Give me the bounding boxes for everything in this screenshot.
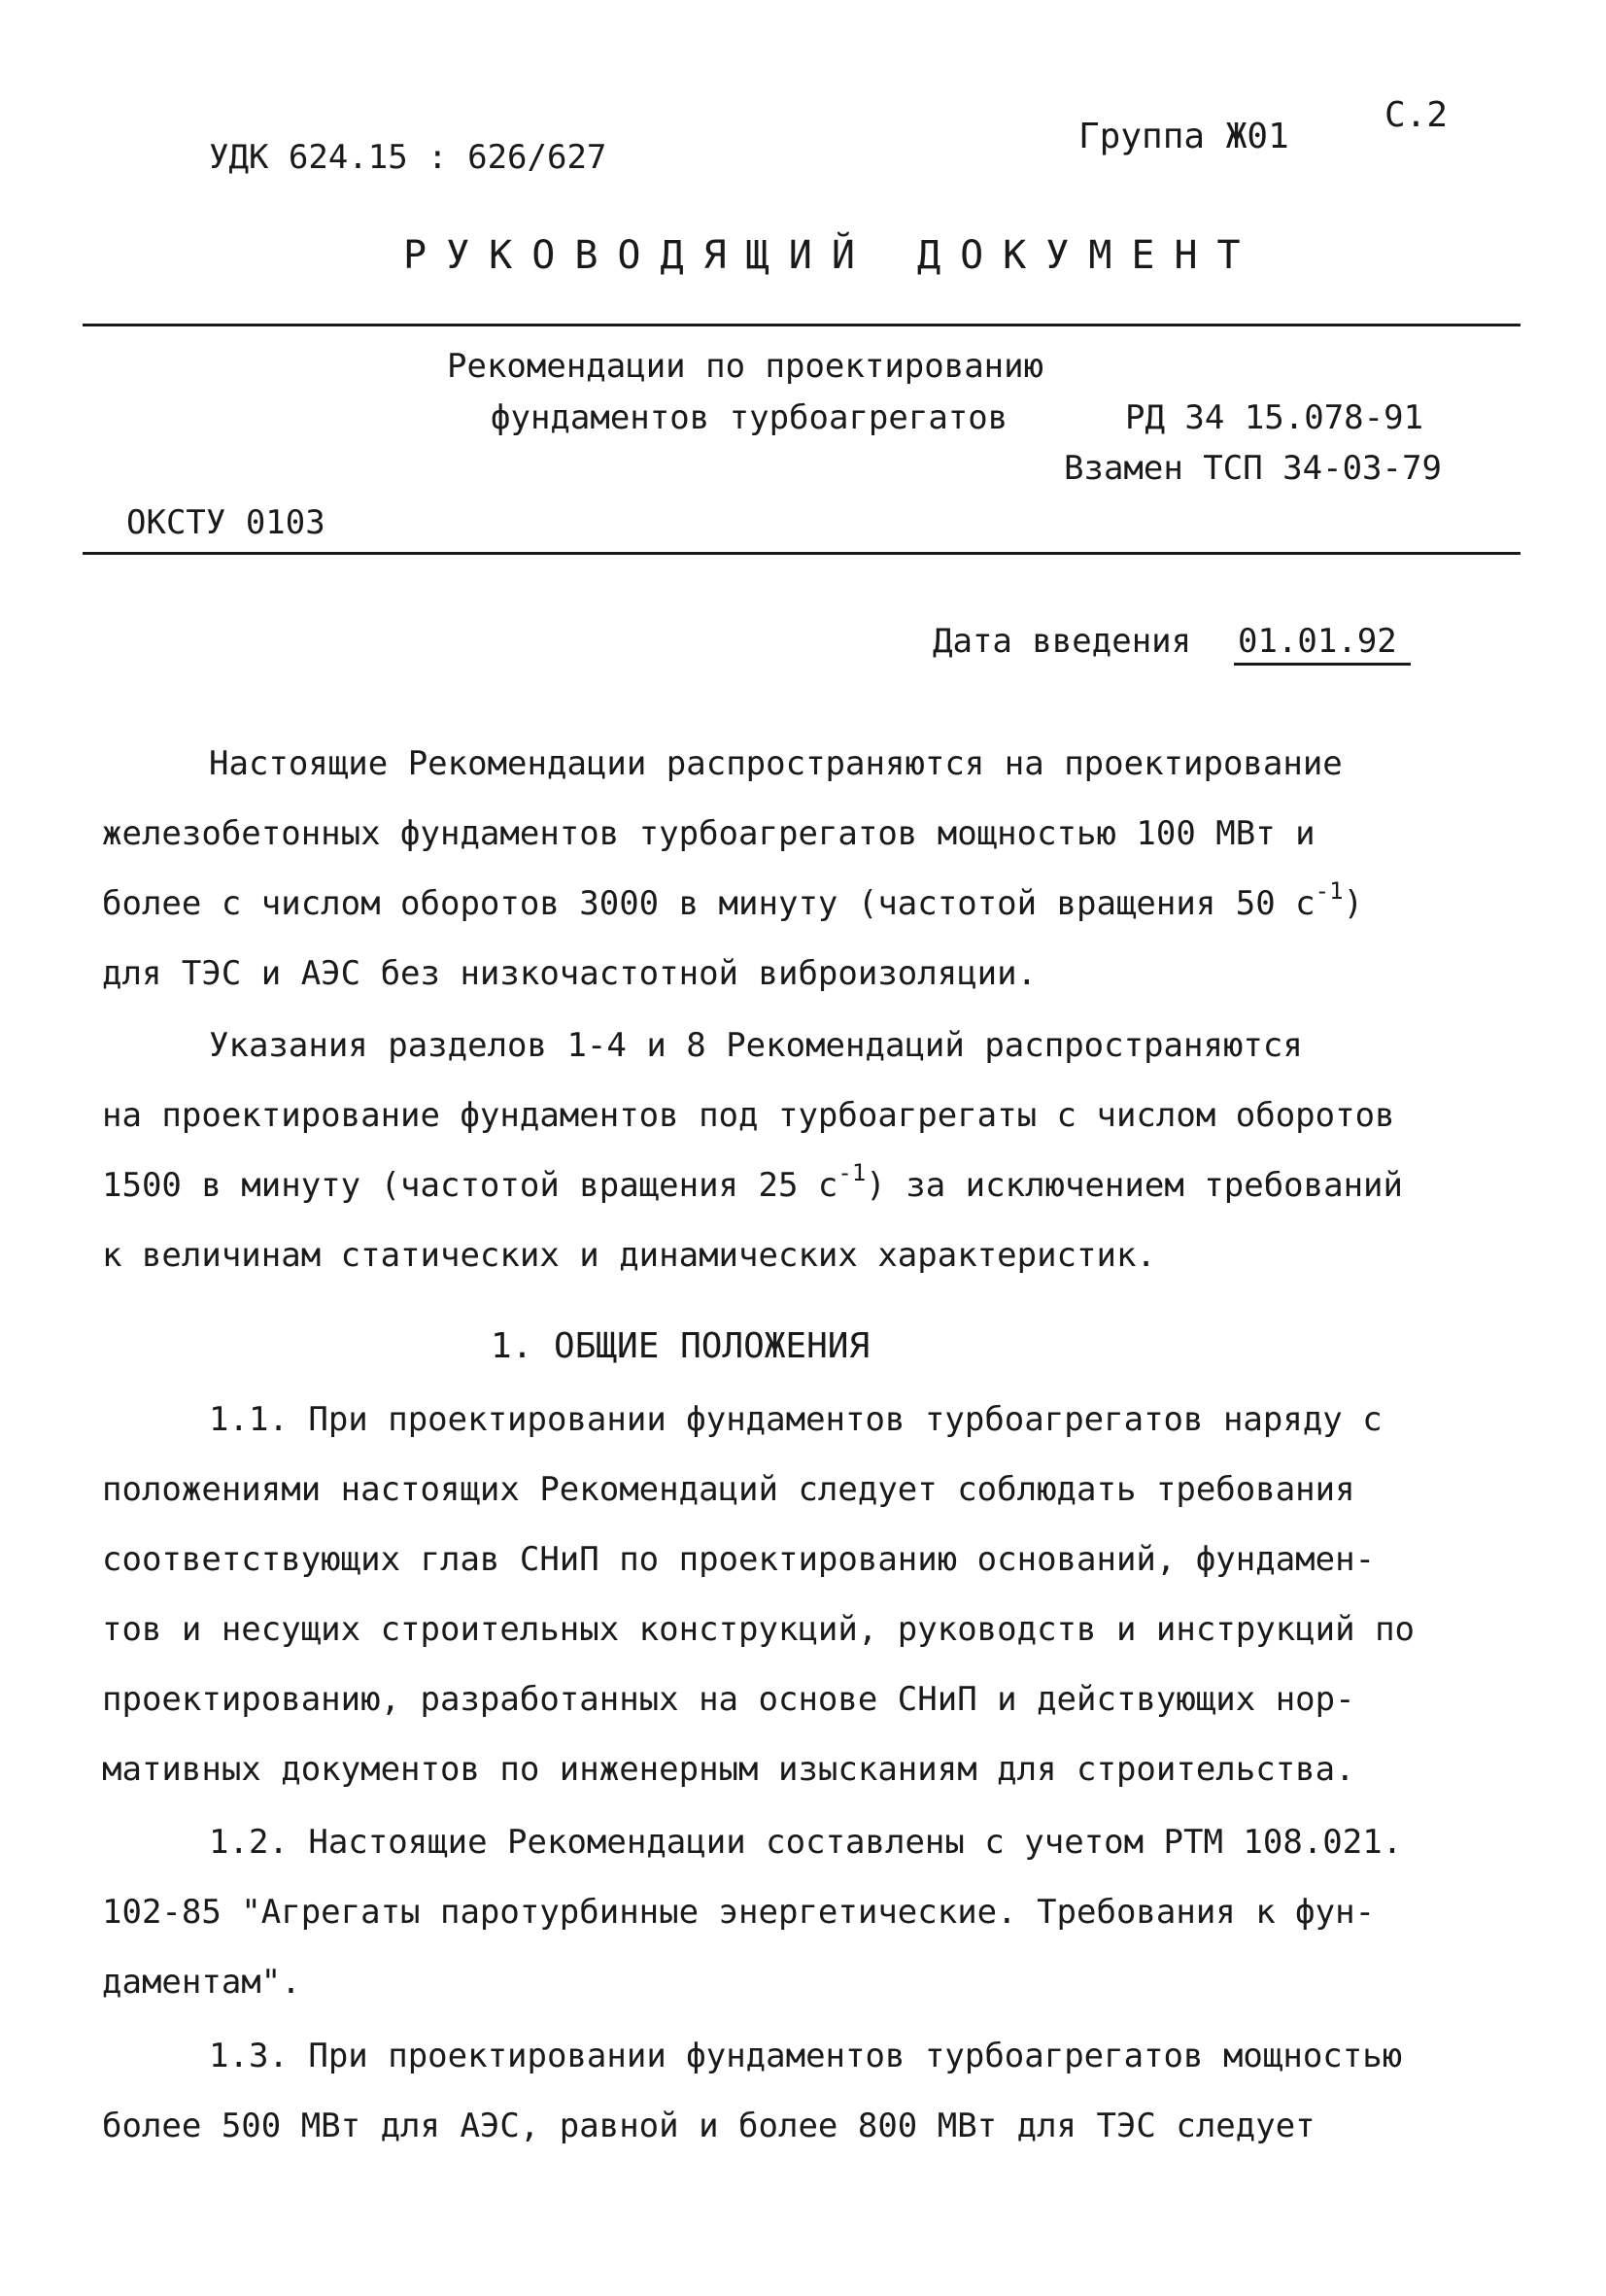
text-fragment: ) [1343,884,1364,923]
text-line: 1.2. Настоящие Рекомендации составлены с учетом РТМ 108.021. [209,1823,1403,1862]
document-type: РУКОВОДЯЩИЙ ДОКУМЕНТ [403,233,1260,278]
text-line: тов и несущих строительных конструкций, руководств и инструкций по [102,1610,1416,1649]
text-line: Настоящие Рекомендации распространяются на проектирование [209,744,1343,783]
header-rule-bottom [83,552,1521,555]
text-line: 1.1. При проектировании фундаментов турбоагрегатов наряду с [209,1400,1383,1439]
text-line: положениями настоящих Рекомендаций следует соблюдать требования [102,1470,1355,1509]
paragraph-1-2 [102,1807,1521,2017]
text-fragment: 1500 в минуту (частотой вращения 25 с [102,1166,838,1205]
udk-code: УДК 624.15 : 626/627 [209,138,607,177]
effective-date-label: Дата введения [933,622,1192,661]
text-line: для ТЭС и АЭС без низкочастотной виброизоляции. [102,954,1038,993]
replaces-note: Взамен ТСП 34-03-79 [1064,449,1442,488]
superscript: -1 [1315,877,1344,905]
title-line-2: фундаментов турбоагрегатов [491,398,1008,437]
paragraph-sections [102,1011,1521,1290]
superscript: -1 [837,1159,867,1186]
text-line [102,1150,1521,1220]
text-line: Указания разделов 1-4 и 8 Рекомендаций распространяются [209,1026,1303,1065]
text-line: железобетонных фундаментов турбоагрегатов мощностью 100 МВт и [102,814,1316,853]
text-line: к величинам статических и динамических характеристик. [102,1236,1156,1275]
okstu-code: ОКСТУ 0103 [126,503,325,542]
text-line [102,869,1521,939]
text-line: проектированию, разработанных на основе СНиП и действующих нор- [102,1680,1355,1719]
paragraph-1-1 [102,1385,1521,1804]
text-fragment: ) за исключением требований [866,1166,1403,1205]
text-line: мативных документов по инженерным изысканиям для строительства. [102,1750,1355,1789]
effective-date-value: 01.01.92 [1234,622,1411,666]
text-fragment: более с числом оборотов 3000 в минуту (частотой вращения 50 с [102,884,1316,923]
document-code: РД 34 15.078-91 [1125,398,1424,437]
text-line: 1.3. При проектировании фундаментов турбоагрегатов мощностью [209,2037,1403,2075]
text-line: более 500 МВт для АЭС, равной и более 800 МВт для ТЭС следует [102,2107,1316,2145]
page-number: С.2 [1384,95,1449,135]
paragraph-1-3 [102,2021,1521,2161]
text-line: соответствующих глав СНиП по проектированию оснований, фундамен- [102,1540,1376,1579]
text-line: на проектирование фундаментов под турбоагрегаты с числом оборотов [102,1096,1395,1135]
text-line: даментам". [102,1963,301,2002]
group-code: Группа Ж01 [1078,117,1289,156]
text-line: 102-85 "Агрегаты паротурбинные энергетические. Требования к фун- [102,1893,1376,1932]
section-heading: 1. ОБЩИЕ ПОЛОЖЕНИЯ [491,1326,871,1366]
header-rule-top [83,324,1521,326]
paragraph-scope [102,729,1521,1009]
title-line-1: Рекомендации по проектированию [447,347,1044,386]
